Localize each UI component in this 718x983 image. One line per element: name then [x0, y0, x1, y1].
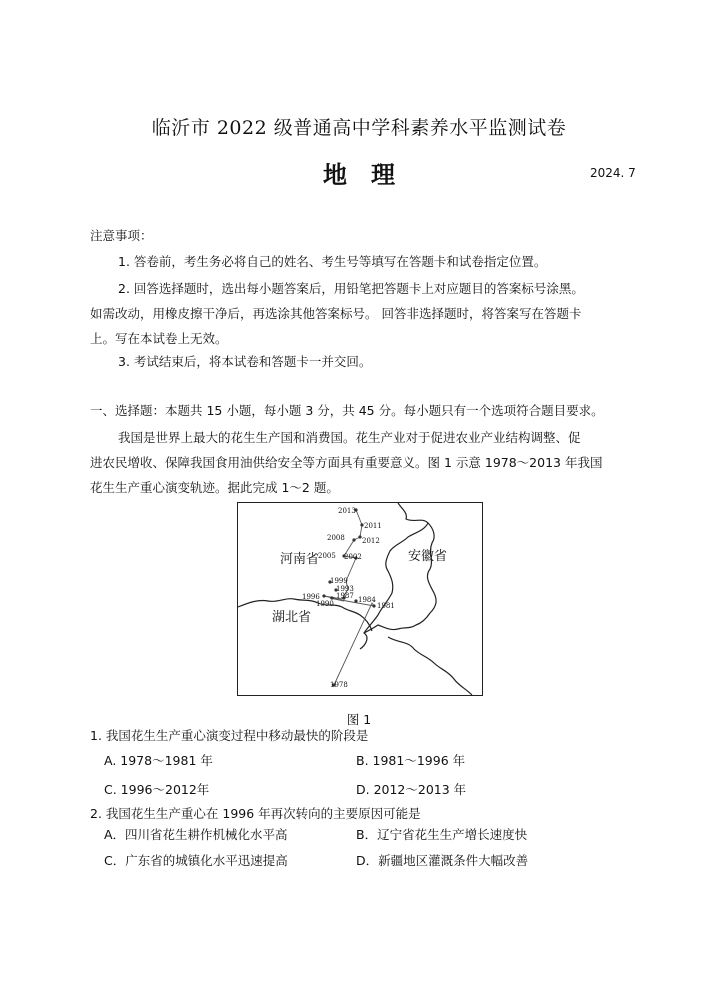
- peanut-centroid-map: [238, 503, 482, 695]
- point-2008: [352, 538, 355, 541]
- year-label-2011: 2011: [364, 522, 382, 530]
- year-label-2013: 2013: [338, 507, 356, 515]
- year-label-2002: 2002: [344, 553, 362, 561]
- label-anhui: 安徽省: [408, 549, 448, 564]
- figure-caption: 图 1: [346, 712, 372, 727]
- year-label-1978: 1978: [330, 681, 348, 689]
- question-2-option-b[interactable]: B．辽宁省花生生产增长速度快: [356, 827, 528, 842]
- point-1981: [372, 604, 375, 607]
- year-label-1999: 1999: [330, 577, 348, 585]
- question-1-option-b[interactable]: B. 1981～1996 年: [356, 753, 466, 768]
- point-1996: [322, 594, 325, 597]
- notice-item-3: 3. 考试结束后，将本试卷和答题卡一并交回。: [118, 354, 372, 369]
- question-1-stem: 1. 我国花生生产重心演变过程中移动最快的阶段是: [90, 728, 369, 743]
- question-2-option-a[interactable]: A．四川省花生耕作机械化水平高: [104, 827, 288, 842]
- subject-title: 地 理: [323, 160, 395, 189]
- intro-line-3: 花生生产重心演变轨迹。据此完成 1～2 题。: [90, 480, 339, 495]
- question-2-option-c[interactable]: C．广东省的城镇化水平迅速提高: [104, 853, 288, 868]
- notice-heading: 注意事项：: [90, 228, 153, 243]
- notice-item-2-line-3: 上。写在本试卷上无效。: [90, 331, 228, 346]
- year-label-1984: 1984: [358, 596, 376, 604]
- label-henan: 河南省: [280, 552, 320, 567]
- notice-item-1: 1. 答卷前，考生务必将自己的姓名、考生号等填写在答题卡和试卷指定位置。: [118, 254, 547, 269]
- question-1-option-c[interactable]: C. 1996～2012年: [104, 782, 210, 797]
- question-1-option-a[interactable]: A. 1978～1981 年: [104, 753, 213, 768]
- year-label-2008: 2008: [327, 534, 345, 542]
- exam-date: 2024. 7: [590, 166, 636, 180]
- intro-line-2: 进农民增收、保障我国食用油供给安全等方面具有重要意义。图 1 示意 1978～2013 年我国: [90, 455, 603, 470]
- year-label-1993: 1993: [336, 585, 354, 593]
- question-1-option-d[interactable]: D. 2012～2013 年: [356, 782, 467, 797]
- year-label-2012: 2012: [362, 537, 380, 545]
- year-label-2005: 2005: [318, 552, 336, 560]
- notice-item-2-line-2: 如需改动，用橡皮擦干净后，再选涂其他答案标号。 回答非选择题时，将答案写在答题卡: [90, 306, 582, 321]
- notice-item-2-line-1: 2. 回答选择题时，选出每小题答案后，用铅笔把答题卡上对应题目的答案标号涂黑。: [118, 281, 584, 296]
- figure-1-map: [237, 502, 483, 696]
- exam-title: 临沂市 2022 级普通高中学科素养水平监测试卷: [151, 117, 567, 139]
- boundary-hubei-south: [388, 637, 472, 695]
- label-hubei: 湖北省: [272, 610, 312, 625]
- intro-line-1: 我国是世界上最大的花生生产国和消费国。花生产业对于促进农业产业结构调整、促: [118, 430, 581, 445]
- year-label-1996: 1996: [302, 593, 320, 601]
- year-label-1987: 1987: [336, 592, 354, 600]
- question-2-option-d[interactable]: D．新疆地区灌溉条件大幅改善: [356, 853, 529, 868]
- question-2-stem: 2. 我国花生生产重心在 1996 年再次转向的主要原因可能是: [90, 806, 421, 821]
- section-heading: 一、选择题：本题共 15 小题，每小题 3 分，共 45 分。每小题只有一个选项符合题目要求。: [90, 403, 604, 418]
- year-label-1990: 1990: [316, 600, 334, 608]
- year-label-1981: 1981: [377, 602, 395, 610]
